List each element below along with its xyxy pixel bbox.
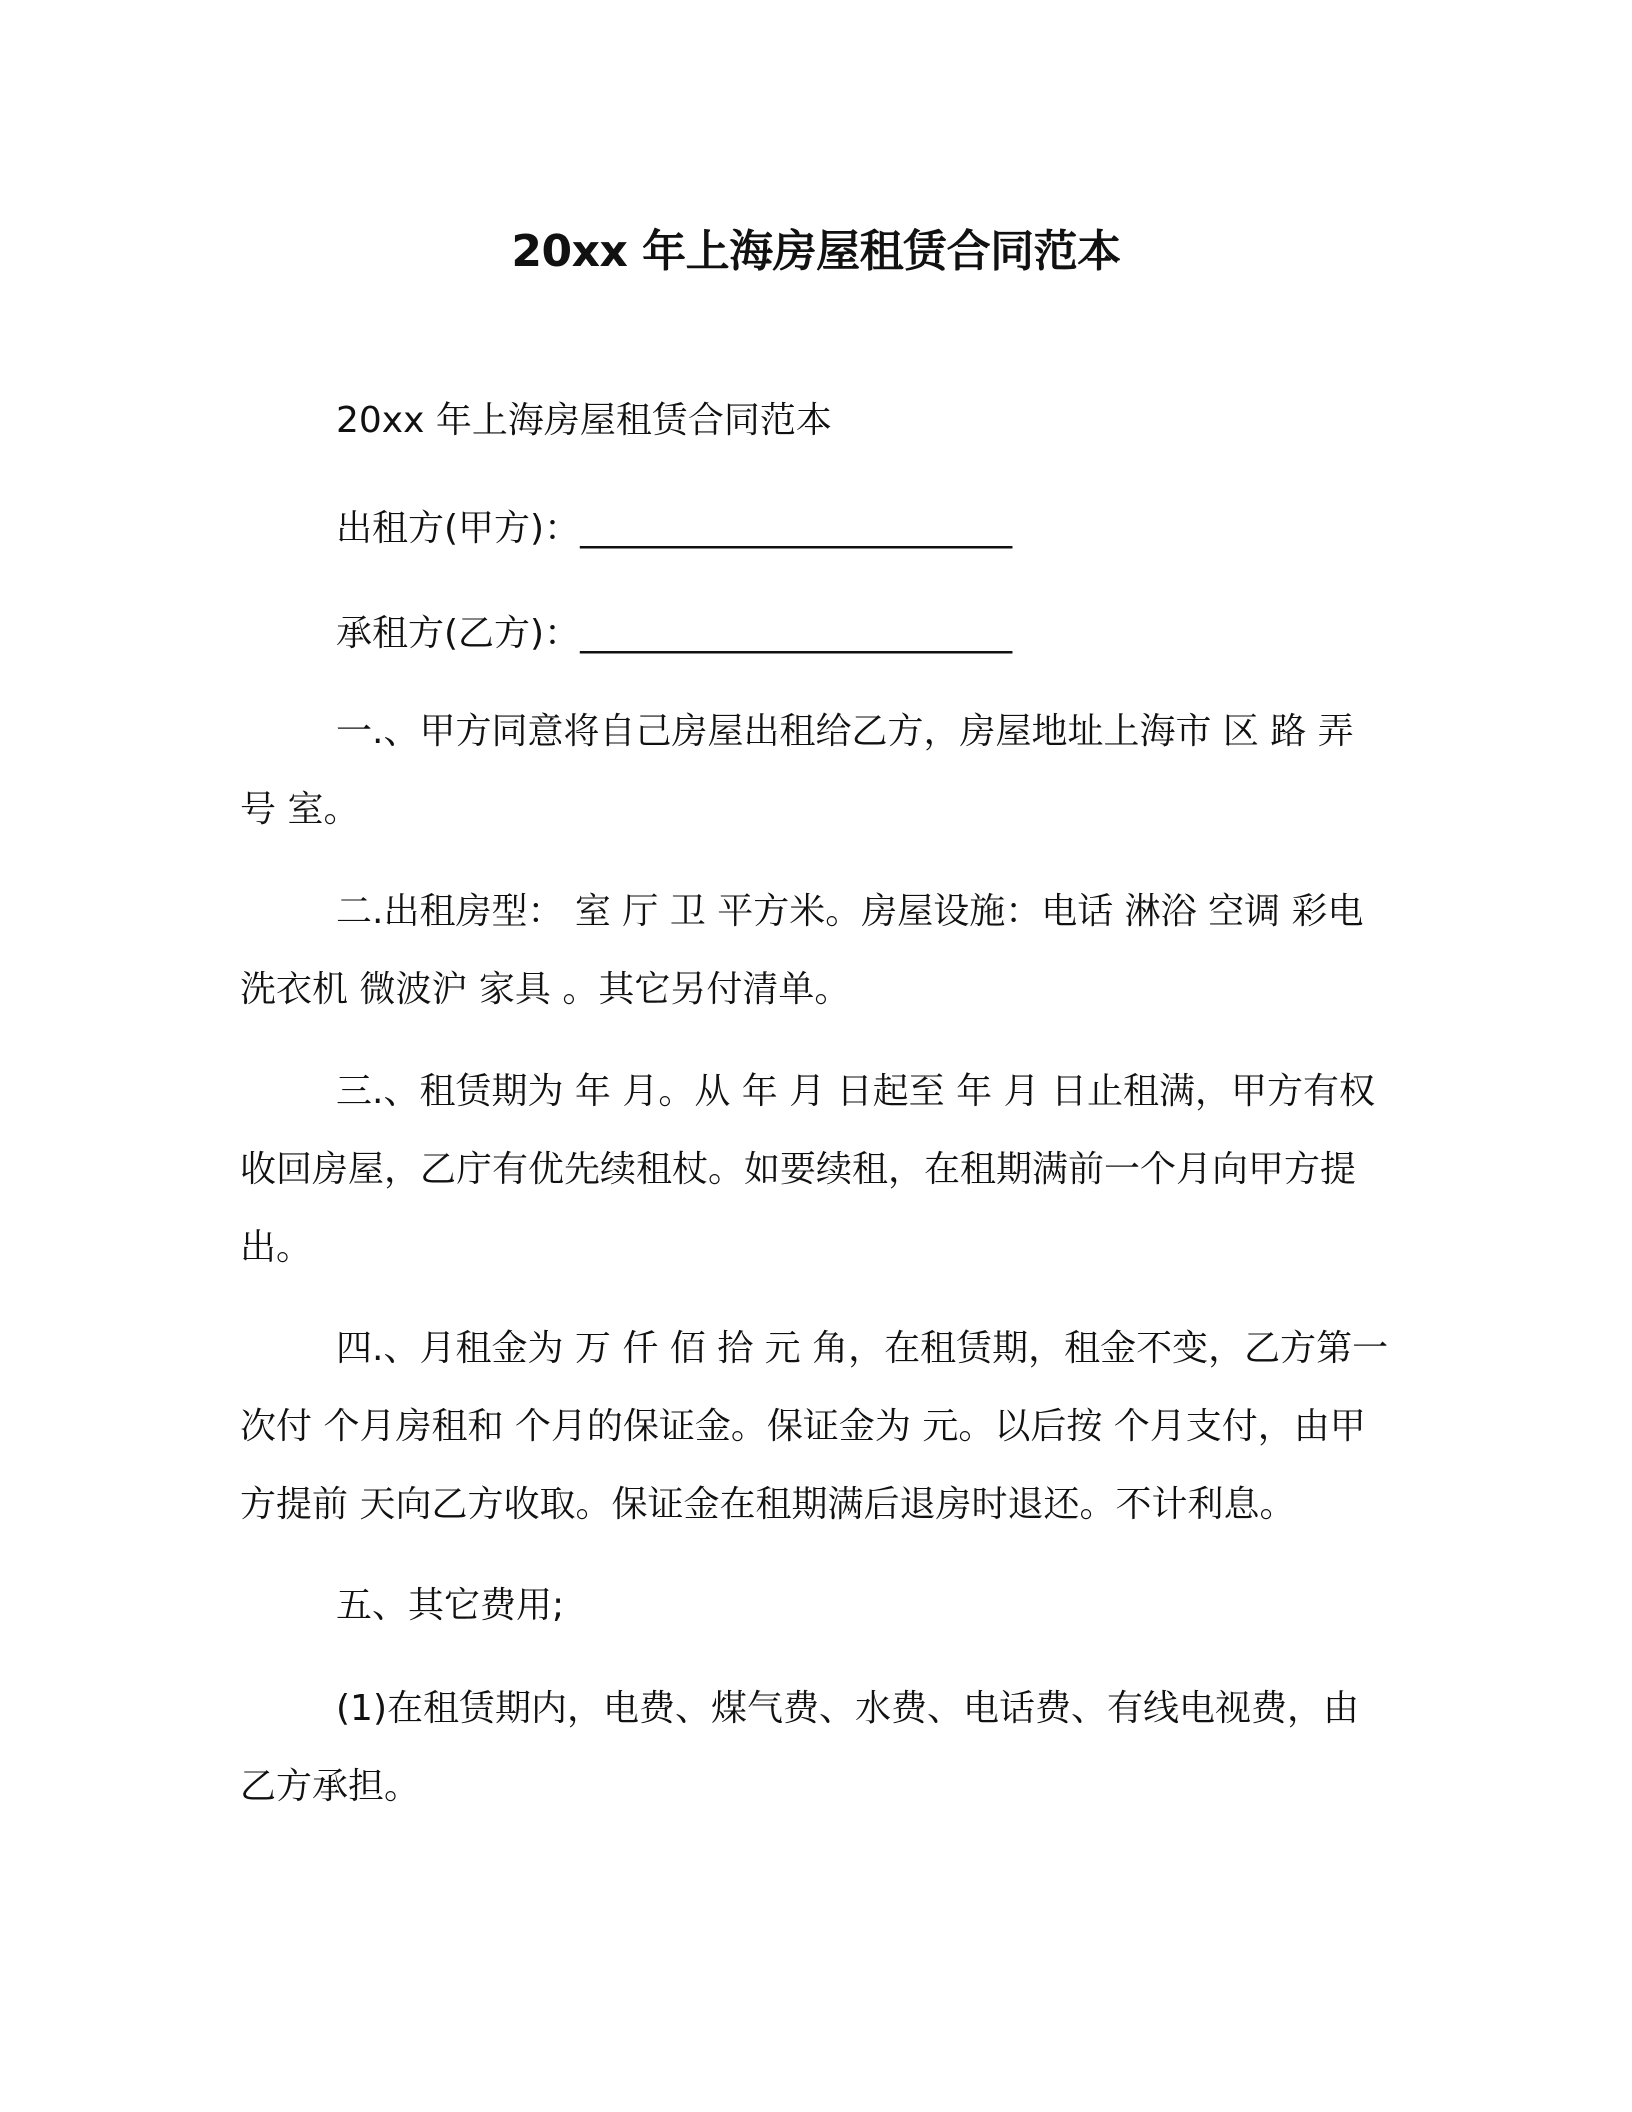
clause-5-item-1: (1)在租赁期内，电费、煤气费、水费、电话费、有线电视费，由乙方承担。 [240,1688,1359,1807]
lessee-line: 承租方(乙方)：________________________ [336,613,1013,654]
clause-1: 一.、甲方同意将自己房屋出租给乙方，房屋地址上海市 区 路 弄 号 室。 [240,711,1354,830]
document-title: 20xx 年上海房屋租赁合同范本 [511,226,1121,277]
lessor-line: 出租方(甲方)：________________________ [336,508,1013,549]
clause-5: 五、其它费用; [336,1585,565,1626]
document-subtitle: 20xx 年上海房屋租赁合同范本 [336,400,832,441]
clause-4: 四.、月租金为 万 仟 佰 拾 元 角，在租赁期，租金不变，乙方第一次付 个月房租和 个月的保证金。保证金为 元。以后按 个月支付，由甲方提前 天向乙方收取。保证金在租期满后退房时退还。不计利息。 [240,1328,1389,1525]
clause-3: 三.、租赁期为 年 月。从 年 月 日起至 年 月 日止租满，甲方有权收回房屋，乙庁有优先续租杖。如要续租，在租期满前一个月向甲方提出。 [240,1071,1375,1268]
clause-2: 二.出租房型： 室 厅 卫 平方米。房屋设施：电话 淋浴 空调 彩电 洗衣机 微波沪 家具 。其它另付清单。 [240,891,1364,1010]
